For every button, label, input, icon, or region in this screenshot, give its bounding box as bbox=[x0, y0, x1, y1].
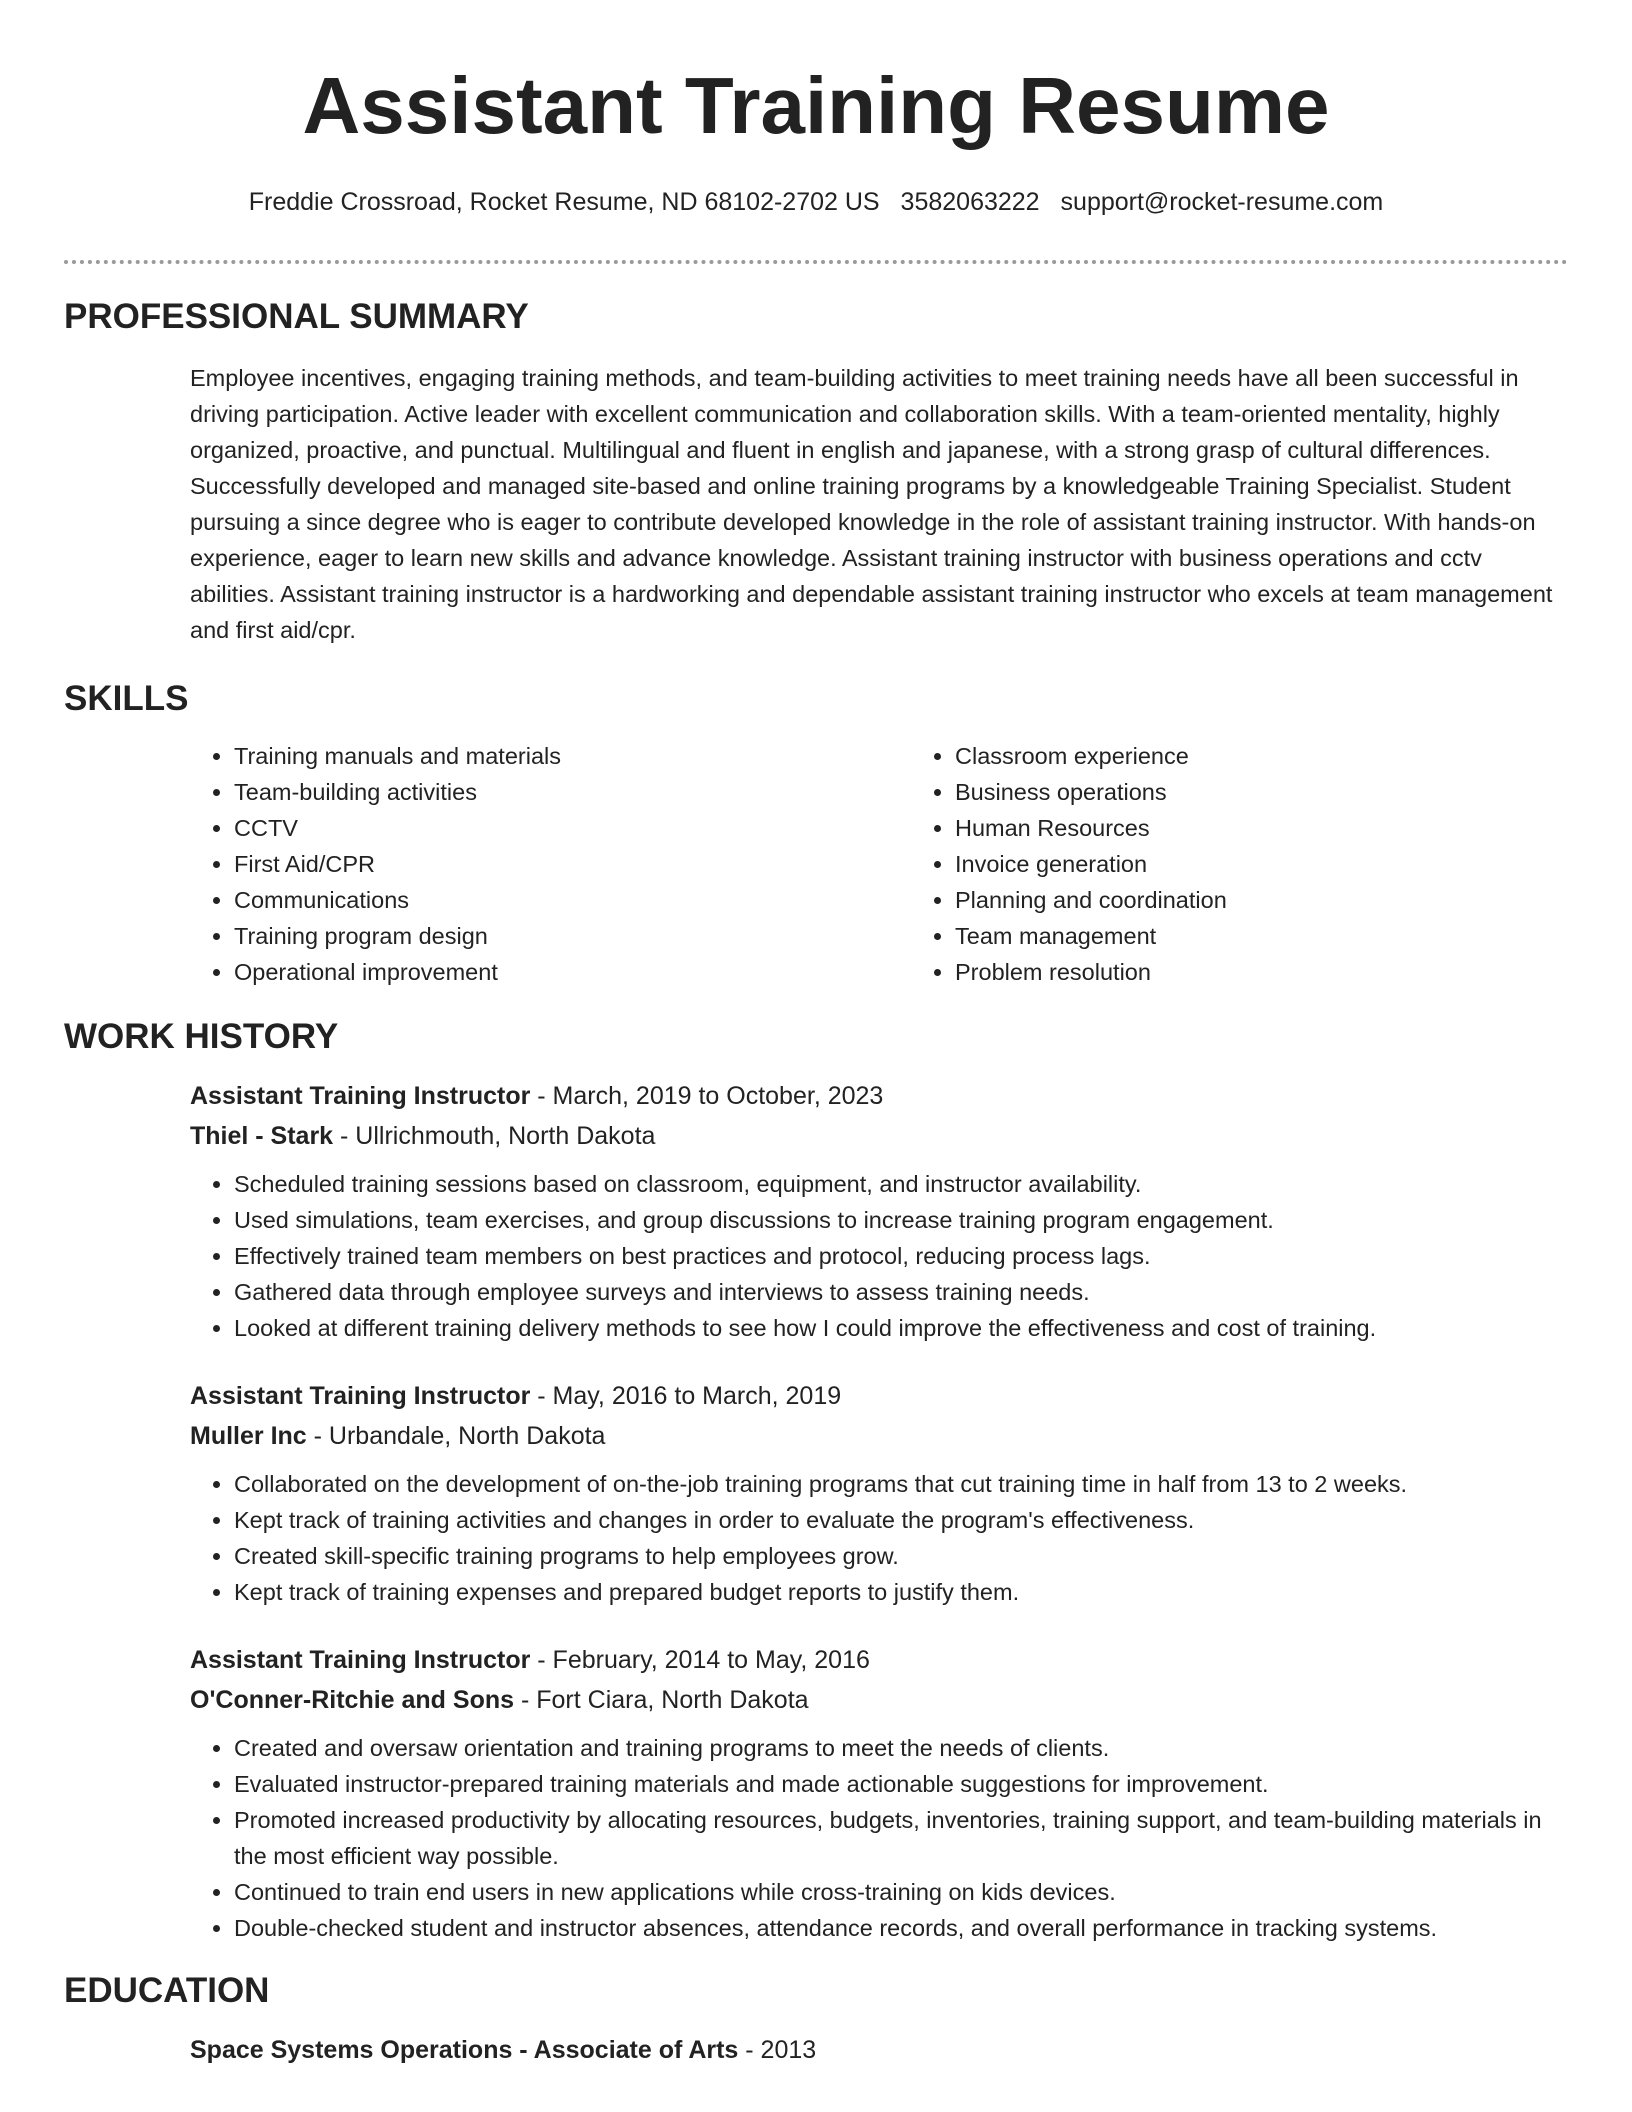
job-title-line bbox=[190, 1076, 1632, 1116]
job-title: Assistant Training Instructor bbox=[190, 1082, 531, 1110]
job-location: - Fort Ciara, North Dakota bbox=[514, 1686, 809, 1714]
skill-item: • First Aid/CPR bbox=[234, 846, 911, 882]
skills-left-column bbox=[190, 738, 911, 990]
education-line bbox=[190, 2030, 1632, 2070]
job-bullet-list bbox=[190, 1166, 1568, 1346]
skill-item: • Communications bbox=[234, 882, 911, 918]
education-entry bbox=[190, 2030, 1632, 2070]
job-title: Assistant Training Instructor bbox=[190, 1646, 531, 1674]
skills-heading: SKILLS bbox=[64, 679, 189, 718]
job-location: - Ullrichmouth, North Dakota bbox=[333, 1122, 656, 1150]
summary-section bbox=[0, 296, 1632, 648]
contact-email: support@rocket-resume.com bbox=[1060, 188, 1384, 216]
job-company-line bbox=[190, 1680, 1632, 1720]
skill-item: • Problem resolution bbox=[955, 954, 1632, 990]
skill-item: • Training manuals and materials bbox=[234, 738, 911, 774]
job-bullet: • Looked at different training delivery methods to see how I could improve the effectiveness and cost of training. bbox=[234, 1310, 1568, 1346]
skill-item: • Planning and coordination bbox=[955, 882, 1632, 918]
job-bullet: • Used simulations, team exercises, and group discussions to increase training program engagement. bbox=[234, 1202, 1568, 1238]
skill-item: • Human Resources bbox=[955, 810, 1632, 846]
contact-address: Freddie Crossroad, Rocket Resume, ND 68102-2702 US bbox=[248, 188, 880, 216]
job-bullet: • Effectively trained team members on best practices and protocol, reducing process lags. bbox=[234, 1238, 1568, 1274]
job-bullet: • Created skill-specific training programs to help employees grow. bbox=[234, 1538, 1568, 1574]
job-bullet: • Gathered data through employee surveys and interviews to assess training needs. bbox=[234, 1274, 1568, 1310]
job-company-line bbox=[190, 1116, 1632, 1156]
education-heading: EDUCATION bbox=[64, 1971, 270, 2010]
summary-heading: PROFESSIONAL SUMMARY bbox=[64, 297, 529, 336]
job-dates: - May, 2016 to March, 2019 bbox=[530, 1382, 842, 1410]
job-company: O'Conner-Ritchie and Sons bbox=[190, 1686, 515, 1714]
education-degree: Space Systems Operations - Associate of Arts bbox=[190, 2036, 739, 2064]
skill-item: • Classroom experience bbox=[955, 738, 1632, 774]
contact-phone: 3582063222 bbox=[900, 188, 1040, 216]
job-bullet: • Scheduled training sessions based on classroom, equipment, and instructor availability. bbox=[234, 1166, 1568, 1202]
job-bullet: • Collaborated on the development of on-the-job training programs that cut training time in half from 13 to 2 weeks. bbox=[234, 1466, 1568, 1502]
work-history-heading: WORK HISTORY bbox=[64, 1017, 339, 1056]
resume-title: Assistant Training Resume bbox=[302, 61, 1330, 150]
skill-item: • Operational improvement bbox=[234, 954, 911, 990]
skill-item: • Business operations bbox=[955, 774, 1632, 810]
skill-item: • CCTV bbox=[234, 810, 911, 846]
skill-item: • Training program design bbox=[234, 918, 911, 954]
job-company-line bbox=[190, 1416, 1632, 1456]
job-title-line bbox=[190, 1640, 1632, 1680]
job-bullet: • Kept track of training expenses and prepared budget reports to justify them. bbox=[234, 1574, 1568, 1610]
job-bullet: • Continued to train end users in new applications while cross-training on kids devices. bbox=[234, 1874, 1568, 1910]
job-bullet: • Double-checked student and instructor absences, attendance records, and overall performance in tracking systems. bbox=[234, 1910, 1568, 1946]
job-bullet: • Created and oversaw orientation and training programs to meet the needs of clients. bbox=[234, 1730, 1568, 1766]
job-dates: - March, 2019 to October, 2023 bbox=[530, 1082, 884, 1110]
contact-line bbox=[0, 186, 1632, 218]
skill-item: • Team management bbox=[955, 918, 1632, 954]
skills-grid bbox=[190, 738, 1632, 990]
job-bullet: • Evaluated instructor-prepared training materials and made actionable suggestions for improvement. bbox=[234, 1766, 1568, 1802]
job-dates: - February, 2014 to May, 2016 bbox=[530, 1646, 870, 1674]
job-title-line bbox=[190, 1376, 1632, 1416]
job-entry bbox=[190, 1376, 1632, 1610]
job-entry bbox=[190, 1640, 1632, 1946]
job-title: Assistant Training Instructor bbox=[190, 1382, 531, 1410]
skill-item: • Team-building activities bbox=[234, 774, 911, 810]
job-location: - Urbandale, North Dakota bbox=[306, 1422, 606, 1450]
header-divider bbox=[64, 260, 1568, 264]
summary-text: Employee incentives, engaging training methods, and team-building activities to meet training needs have all been successful in driving participation. Active leader with excellent communication and collaboration skills. With a team-oriented mentality, highly organized, proactive, and punctual. Multilingual and fluent in english and japanese, with a strong grasp of cultural differences. Successfully developed and managed site-based and online training programs by a knowledgeable Training Specialist. Student pursuing a since degree who is eager to contribute developed knowledge in the role of assistant training instructor. With hands-on experience, eager to learn new skills and advance knowledge. Assistant training instructor with business operations and cctv abilities. Assistant training instructor is a hardworking and dependable assistant training instructor who excels at team management and first aid/cpr. bbox=[190, 365, 1553, 643]
skills-section bbox=[0, 678, 1632, 990]
job-bullet-list bbox=[190, 1730, 1568, 1946]
work-history-section bbox=[0, 1016, 1632, 1946]
education-section bbox=[0, 1970, 1632, 2070]
job-bullet-list bbox=[190, 1466, 1568, 1610]
job-entry bbox=[190, 1076, 1632, 1346]
job-company: Thiel - Stark bbox=[190, 1122, 334, 1150]
job-bullet: • Promoted increased productivity by allocating resources, budgets, inventories, training support, and team-building materials in the most efficient way possible. bbox=[234, 1802, 1568, 1874]
skills-right-column bbox=[911, 738, 1632, 990]
education-year: - 2013 bbox=[738, 2036, 817, 2064]
skill-item: • Invoice generation bbox=[955, 846, 1632, 882]
job-company: Muller Inc bbox=[190, 1422, 307, 1450]
job-bullet: • Kept track of training activities and changes in order to evaluate the program's effectiveness. bbox=[234, 1502, 1568, 1538]
